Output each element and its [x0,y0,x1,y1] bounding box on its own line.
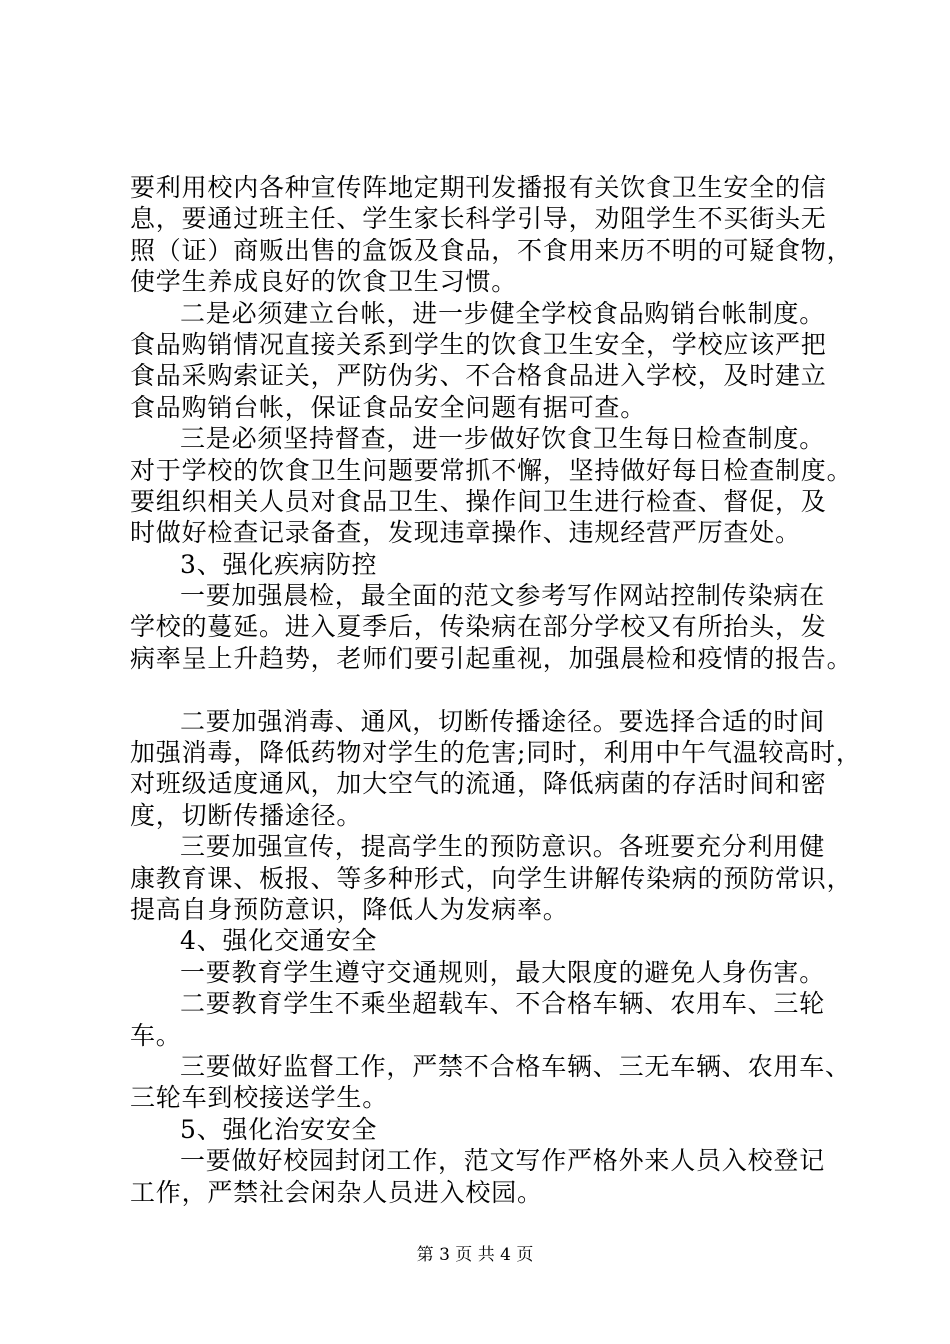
text-line: 食品购销台帐，保证食品安全问题有据可查。 [130,392,647,422]
text-line: 照（证）商贩出售的盒饭及食品，不食用来历不明的可疑食物， [130,235,853,265]
text-line: 工作，严禁社会闲杂人员进入校园。 [130,1177,543,1207]
text-line: 二是必须建立台帐，进一步健全学校食品购销台帐制度。 [180,298,826,328]
text-line: 食品采购索证关，严防伪劣、不合格食品进入学校，及时建立 [130,361,827,391]
text-line: 时做好检查记录备查，发现违章操作、违规经营严厉查处。 [130,518,801,548]
text-line: 一要加强晨检，最全面的范文参考写作网站控制传染病在 [180,581,826,611]
text-line: 要组织相关人员对食品卫生、操作间卫生进行检查、督促，及 [130,486,827,516]
text-line: 学校的蔓延。进入夏季后，传染病在部分学校又有所抬头，发 [130,612,827,642]
text-line: 3、强化疾病防控 [180,549,378,579]
text-line: 要利用校内各种宣传阵地定期刊发播报有关饮食卫生安全的信 [130,173,827,202]
text-line: 车。 [130,1020,182,1050]
text-line: 三轮车到校接送学生。 [130,1083,389,1113]
text-line: 三要做好监督工作，严禁不合格车辆、三无车辆、农用车、 [180,1051,851,1081]
page-number-footer: 第 3 页 共 4 页 [416,1245,534,1265]
text-line: 息，要通过班主任、学生家长科学引导，劝阻学生不买街头无 [130,204,827,234]
text-line: 二要教育学生不乘坐超载车、不合格车辆、农用车、三轮 [180,989,826,1019]
text-line: 食品购销情况直接关系到学生的饮食卫生安全，学校应该严把 [130,329,827,359]
text-line: 一要教育学生遵守交通规则，最大限度的避免人身伤害。 [180,957,826,987]
text-line: 度，切断传播途径。 [130,800,363,830]
text-line: 对于学校的饮食卫生问题要常抓不懈，坚持做好每日检查制度。 [130,455,853,485]
text-line: 一要做好校园封闭工作，范文写作严格外来人员入校登记 [180,1146,826,1176]
text-line: 5、强化治安安全 [180,1114,378,1144]
text-line: 三要加强宣传，提高学生的预防意识。各班要充分利用健 [180,832,826,862]
text-line: 二要加强消毒、通风，切断传播途径。要选择合适的时间 [180,706,826,736]
text-line: 使学生养成良好的饮食卫生习惯。 [130,267,518,297]
text-line: 加强消毒，降低药物对学生的危害;同时，利用中午气温较高时， [130,738,862,768]
text-line: 4、强化交通安全 [180,926,378,956]
text-line: 对班级适度通风，加大空气的流通，降低病菌的存活时间和密 [130,769,827,799]
text-line: 康教育课、板报、等多种形式，向学生讲解传染病的预防常识， [130,863,853,893]
text-line: 病率呈上升趋势，老师们要引起重视，加强晨检和疫情的报告。 [130,643,853,673]
blank-line [130,674,842,705]
text-line: 提高自身预防意识，降低人为发病率。 [130,894,569,924]
text-line: 三是必须坚持督查，进一步做好饮食卫生每日检查制度。 [180,424,826,454]
document-body [130,172,862,1208]
